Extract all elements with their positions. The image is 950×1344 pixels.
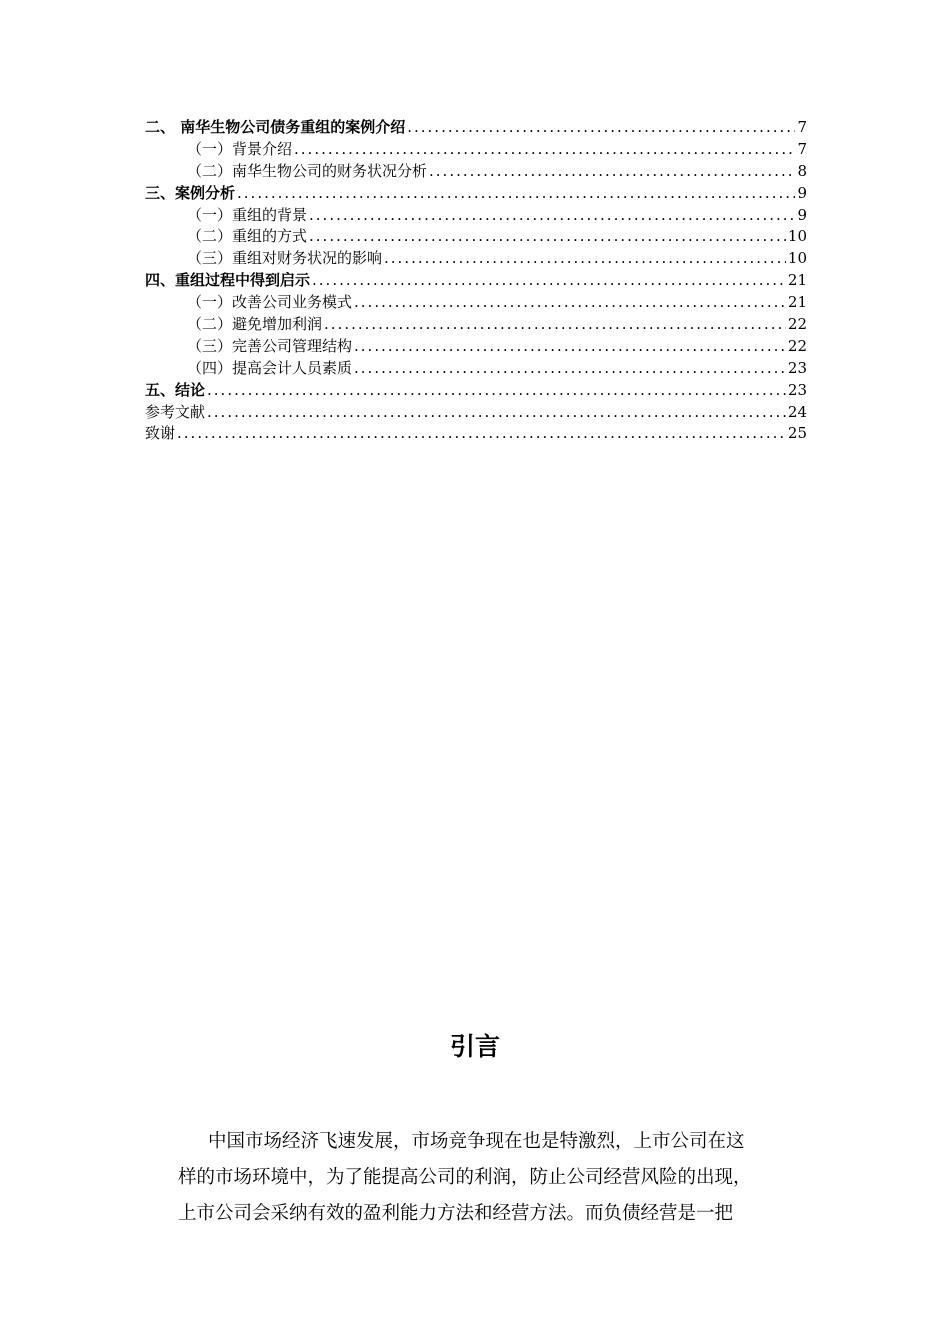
toc-entry-label: 五、结论	[145, 380, 206, 399]
toc-entry-page: 21	[787, 271, 807, 290]
toc-entry-label: （三）完善公司管理结构	[187, 336, 353, 355]
toc-entry-page: 25	[787, 424, 807, 443]
section-title-introduction: 引言	[449, 1032, 500, 1061]
toc-entry-label: 参考文献	[145, 402, 206, 421]
toc-entry-label: 三、案例分析	[145, 183, 236, 202]
toc-entry-label: （二）南华生物公司的财务状况分析	[187, 161, 428, 180]
toc-dot-leader	[384, 248, 786, 270]
toc-entry[interactable]	[145, 402, 807, 424]
toc-dot-leader	[407, 117, 795, 139]
toc-dot-leader	[177, 423, 786, 445]
paragraph-line: 中国市场经济飞速发展，市场竞争现在也是特激烈，上市公司在这	[208, 1131, 745, 1152]
toc-entry-page: 8	[797, 161, 807, 180]
toc-entry-page: 23	[787, 380, 807, 399]
toc-entry-label: （一）背景介绍	[187, 139, 293, 158]
toc-entry-label: （二）避免增加利润	[187, 315, 323, 334]
toc-entry-page: 22	[787, 336, 807, 355]
toc-entry[interactable]	[145, 358, 807, 380]
toc-dot-leader	[309, 226, 786, 248]
toc-dot-leader	[309, 205, 795, 227]
toc-entry[interactable]	[145, 423, 807, 445]
toc-entry-label: 四、重组过程中得到启示	[145, 271, 311, 290]
toc-dot-leader	[237, 183, 795, 205]
toc-dot-leader	[429, 161, 795, 183]
toc-entry-label: （三）重组对财务状况的影响	[187, 249, 383, 268]
paragraph-line: 上市公司会采纳有效的盈利能力方法和经营方法。而负债经营是一把	[178, 1203, 734, 1224]
toc-entry-label: （一）改善公司业务模式	[187, 293, 353, 312]
toc-entry-page: 21	[787, 293, 807, 312]
toc-entry-page: 24	[787, 402, 807, 421]
toc-entry[interactable]	[145, 161, 807, 183]
toc-entry-label: 二、 南华生物公司债务重组的案例介绍	[145, 118, 406, 136]
table-of-contents	[145, 117, 807, 445]
toc-entry-page: 9	[797, 183, 807, 202]
toc-entry[interactable]	[145, 380, 807, 402]
toc-entry[interactable]	[145, 205, 807, 227]
toc-entry-page: 22	[787, 315, 807, 334]
toc-entry-page: 10	[787, 249, 807, 268]
toc-entry[interactable]	[145, 117, 807, 139]
toc-entry[interactable]	[145, 292, 807, 314]
toc-dot-leader	[354, 292, 786, 314]
toc-dot-leader	[294, 139, 795, 161]
toc-dot-leader	[324, 314, 786, 336]
toc-dot-leader	[354, 336, 786, 358]
toc-entry-label: （四）提高会计人员素质	[187, 358, 353, 377]
toc-entry[interactable]	[145, 314, 807, 336]
toc-dot-leader	[312, 270, 786, 292]
toc-entry[interactable]	[145, 226, 807, 248]
toc-entry-label: 致谢	[145, 424, 176, 443]
toc-entry-page: 7	[797, 118, 807, 136]
toc-dot-leader	[207, 402, 786, 424]
toc-entry-label: （一）重组的背景	[187, 205, 308, 224]
toc-entry[interactable]	[145, 336, 807, 358]
toc-dot-leader	[207, 380, 786, 402]
introduction-paragraph	[178, 1124, 774, 1232]
toc-entry-page: 23	[787, 358, 807, 377]
toc-entry[interactable]	[145, 183, 807, 205]
toc-entry-page: 10	[787, 227, 807, 246]
toc-entry[interactable]	[145, 270, 807, 292]
toc-entry-label: （二）重组的方式	[187, 227, 308, 246]
toc-entry[interactable]	[145, 139, 807, 161]
toc-entry-page: 9	[797, 205, 807, 224]
toc-dot-leader	[354, 358, 786, 380]
toc-entry[interactable]	[145, 248, 807, 270]
toc-entry-page: 7	[797, 139, 807, 158]
paragraph-line: 样的市场环境中，为了能提高公司的利润，防止公司经营风险的出现，	[178, 1167, 752, 1188]
